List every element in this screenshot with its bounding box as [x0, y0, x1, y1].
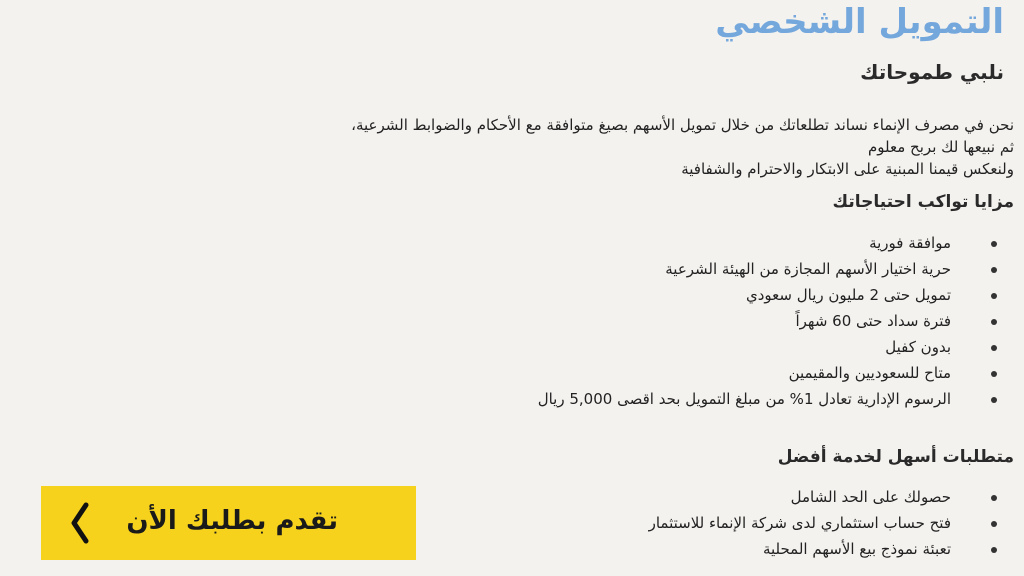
features-list — [538, 230, 969, 412]
list-item — [649, 484, 969, 510]
list-item — [649, 536, 969, 562]
bullet-icon — [991, 293, 997, 299]
page-title: التمويل الشخصي — [715, 2, 1004, 42]
list-item — [538, 282, 969, 308]
bullet-icon — [991, 397, 997, 403]
bullet-icon — [991, 547, 997, 553]
list-item — [538, 256, 969, 282]
apply-now-label: تقدم بطلبك الأن — [126, 506, 338, 536]
requirements-list — [649, 484, 969, 562]
feature-text: حرية اختيار الأسهم المجازة من الهيئة الشرعية — [665, 260, 951, 278]
list-item — [538, 334, 969, 360]
feature-text: تمويل حتى 2 مليون ريال سعودي — [746, 286, 951, 304]
bullet-icon — [991, 521, 997, 527]
feature-text: متاح للسعوديين والمقيمين — [788, 364, 951, 382]
requirements-heading: متطلبات أسهل لخدمة أفضل — [777, 447, 1014, 467]
feature-text: فترة سداد حتى 60 شهراً — [795, 312, 951, 330]
intro-line: ثم نبيعها لك بربح معلوم — [868, 138, 1014, 156]
feature-text: بدون كفيل — [885, 338, 951, 356]
list-item — [538, 360, 969, 386]
list-item — [538, 308, 969, 334]
page-subtitle: نلبي طموحاتك — [860, 60, 1004, 84]
bullet-icon — [991, 371, 997, 377]
bullet-icon — [991, 267, 997, 273]
requirement-text: فتح حساب استثماري لدى شركة الإنماء للاستثمار — [648, 514, 951, 532]
chevron-left-icon — [69, 502, 91, 544]
list-item — [538, 230, 969, 256]
bullet-icon — [991, 495, 997, 501]
feature-text: الرسوم الإدارية تعادل 1% من مبلغ التمويل بحد اقصى 5,000 ريال — [537, 390, 951, 408]
bullet-icon — [991, 345, 997, 351]
apply-now-button[interactable] — [41, 486, 416, 560]
intro-line: ولنعكس قيمنا المبنية على الابتكار والاحترام والشفافية — [681, 160, 1014, 178]
requirement-text: تعبئة نموذج بيع الأسهم المحلية — [762, 540, 951, 558]
intro-paragraph — [0, 114, 1014, 180]
feature-text: موافقة فورية — [869, 234, 951, 252]
list-item — [649, 510, 969, 536]
bullet-icon — [991, 241, 997, 247]
list-item — [538, 386, 969, 412]
bullet-icon — [991, 319, 997, 325]
requirement-text: حصولك على الحد الشامل — [790, 488, 951, 506]
intro-line: نحن في مصرف الإنماء نساند تطلعاتك من خلال تمويل الأسهم بصيغ متوافقة مع الأحكام والضوابط الشرعية، — [351, 116, 1014, 134]
features-heading: مزايا تواكب احتياجاتك — [832, 192, 1014, 212]
